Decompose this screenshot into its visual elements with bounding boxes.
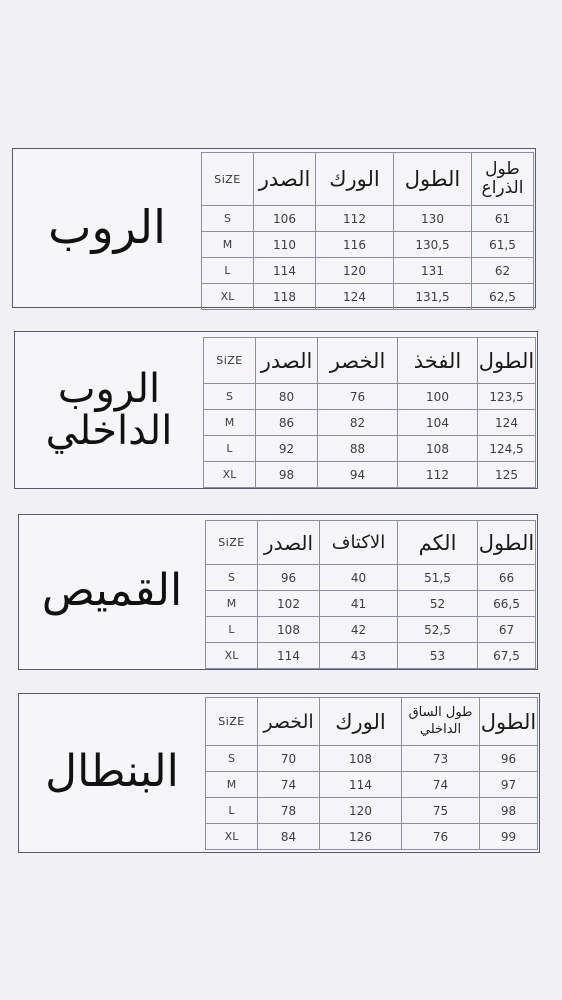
value-cell: 52: [398, 591, 478, 617]
header-cell: الطول: [478, 338, 536, 384]
header-size: SiZE: [204, 338, 256, 384]
table-row: [202, 258, 534, 284]
table-row: [204, 410, 536, 436]
value-cell: 124,5: [478, 436, 536, 462]
title-line: الداخلي: [45, 407, 173, 454]
table-row: [202, 284, 534, 310]
value-cell: 42: [320, 617, 398, 643]
value-cell: 74: [402, 772, 480, 798]
value-cell: 112: [398, 462, 478, 488]
size-cell: XL: [206, 643, 258, 669]
value-cell: 108: [320, 746, 402, 772]
section-title: [13, 149, 201, 306]
value-cell: 80: [256, 384, 318, 410]
table-row: [206, 824, 538, 850]
table-row: [204, 462, 536, 488]
size-cell: S: [202, 206, 254, 232]
value-cell: 53: [398, 643, 478, 669]
size-chart-shirt: [18, 514, 538, 670]
value-cell: 120: [316, 258, 394, 284]
table-row: [202, 206, 534, 232]
value-cell: 52,5: [398, 617, 478, 643]
value-cell: 114: [258, 643, 320, 669]
value-cell: 40: [320, 565, 398, 591]
value-cell: 67: [478, 617, 536, 643]
value-cell: 104: [398, 410, 478, 436]
header-size: SiZE: [206, 521, 258, 565]
value-cell: 92: [256, 436, 318, 462]
value-cell: 41: [320, 591, 398, 617]
value-cell: 96: [480, 746, 538, 772]
value-cell: 108: [258, 617, 320, 643]
table-row: [206, 772, 538, 798]
value-cell: 98: [256, 462, 318, 488]
table-row: [202, 232, 534, 258]
value-cell: 106: [254, 206, 316, 232]
table-row: [204, 384, 536, 410]
value-cell: 76: [318, 384, 398, 410]
size-chart-pants: [18, 693, 540, 853]
header-cell: طول الذراع: [472, 153, 534, 206]
table-row: [206, 643, 536, 669]
value-cell: 78: [258, 798, 320, 824]
value-cell: 86: [256, 410, 318, 436]
size-chart-inner-robe: [14, 331, 538, 489]
header-cell: الخصر: [258, 698, 320, 746]
header-cell: الصدر: [258, 521, 320, 565]
title-line: الروب: [48, 200, 166, 255]
header-cell: الصدر: [254, 153, 316, 206]
header-size: SiZE: [206, 698, 258, 746]
value-cell: 100: [398, 384, 478, 410]
value-cell: 61,5: [472, 232, 534, 258]
value-cell: 131: [394, 258, 472, 284]
value-cell: 76: [402, 824, 480, 850]
value-cell: 108: [398, 436, 478, 462]
size-cell: S: [206, 565, 258, 591]
size-table: [205, 520, 536, 669]
title-line: الروب: [57, 365, 161, 412]
table-row: [206, 746, 538, 772]
header-cell: الورك: [320, 698, 402, 746]
size-cell: XL: [204, 462, 256, 488]
size-cell: L: [206, 798, 258, 824]
value-cell: 112: [316, 206, 394, 232]
value-cell: 70: [258, 746, 320, 772]
value-cell: 88: [318, 436, 398, 462]
size-cell: M: [204, 410, 256, 436]
size-table: [203, 337, 536, 488]
title-line: القميص: [41, 565, 183, 617]
header-cell: الخصر: [318, 338, 398, 384]
value-cell: 43: [320, 643, 398, 669]
size-cell: M: [206, 591, 258, 617]
table-row: [206, 591, 536, 617]
value-cell: 118: [254, 284, 316, 310]
value-cell: 130,5: [394, 232, 472, 258]
value-cell: 73: [402, 746, 480, 772]
value-cell: 123,5: [478, 384, 536, 410]
value-cell: 99: [480, 824, 538, 850]
header-cell: الطول: [478, 521, 536, 565]
value-cell: 98: [480, 798, 538, 824]
header-cell: الطول: [480, 698, 538, 746]
value-cell: 120: [320, 798, 402, 824]
table-row: [206, 565, 536, 591]
size-table: [201, 152, 534, 310]
size-chart-robe: [12, 148, 536, 308]
size-table: [205, 697, 538, 850]
value-cell: 126: [320, 824, 402, 850]
value-cell: 125: [478, 462, 536, 488]
value-cell: 84: [258, 824, 320, 850]
header-cell: الاكتاف: [320, 521, 398, 565]
size-cell: XL: [202, 284, 254, 310]
table-row: [206, 617, 536, 643]
table-row: [204, 436, 536, 462]
header-cell: طول الساق الداخلي: [402, 698, 480, 746]
section-title: [19, 515, 205, 668]
header-cell: الفخذ: [398, 338, 478, 384]
size-cell: XL: [206, 824, 258, 850]
value-cell: 94: [318, 462, 398, 488]
value-cell: 75: [402, 798, 480, 824]
value-cell: 114: [254, 258, 316, 284]
value-cell: 82: [318, 410, 398, 436]
title-line: البنطال: [45, 746, 179, 798]
value-cell: 51,5: [398, 565, 478, 591]
value-cell: 124: [316, 284, 394, 310]
header-size: SiZE: [202, 153, 254, 206]
value-cell: 116: [316, 232, 394, 258]
value-cell: 62: [472, 258, 534, 284]
size-cell: M: [202, 232, 254, 258]
value-cell: 97: [480, 772, 538, 798]
header-cell: الكم: [398, 521, 478, 565]
size-cell: L: [202, 258, 254, 284]
value-cell: 131,5: [394, 284, 472, 310]
header-cell: الصدر: [256, 338, 318, 384]
section-title: [15, 332, 203, 487]
value-cell: 62,5: [472, 284, 534, 310]
section-title: [19, 694, 205, 851]
value-cell: 67,5: [478, 643, 536, 669]
value-cell: 74: [258, 772, 320, 798]
value-cell: 124: [478, 410, 536, 436]
value-cell: 61: [472, 206, 534, 232]
value-cell: 102: [258, 591, 320, 617]
value-cell: 110: [254, 232, 316, 258]
header-cell: الطول: [394, 153, 472, 206]
value-cell: 66: [478, 565, 536, 591]
size-cell: L: [204, 436, 256, 462]
size-cell: M: [206, 772, 258, 798]
value-cell: 130: [394, 206, 472, 232]
size-cell: S: [206, 746, 258, 772]
value-cell: 96: [258, 565, 320, 591]
table-row: [206, 798, 538, 824]
size-cell: L: [206, 617, 258, 643]
value-cell: 114: [320, 772, 402, 798]
header-cell: الورك: [316, 153, 394, 206]
value-cell: 66,5: [478, 591, 536, 617]
size-cell: S: [204, 384, 256, 410]
